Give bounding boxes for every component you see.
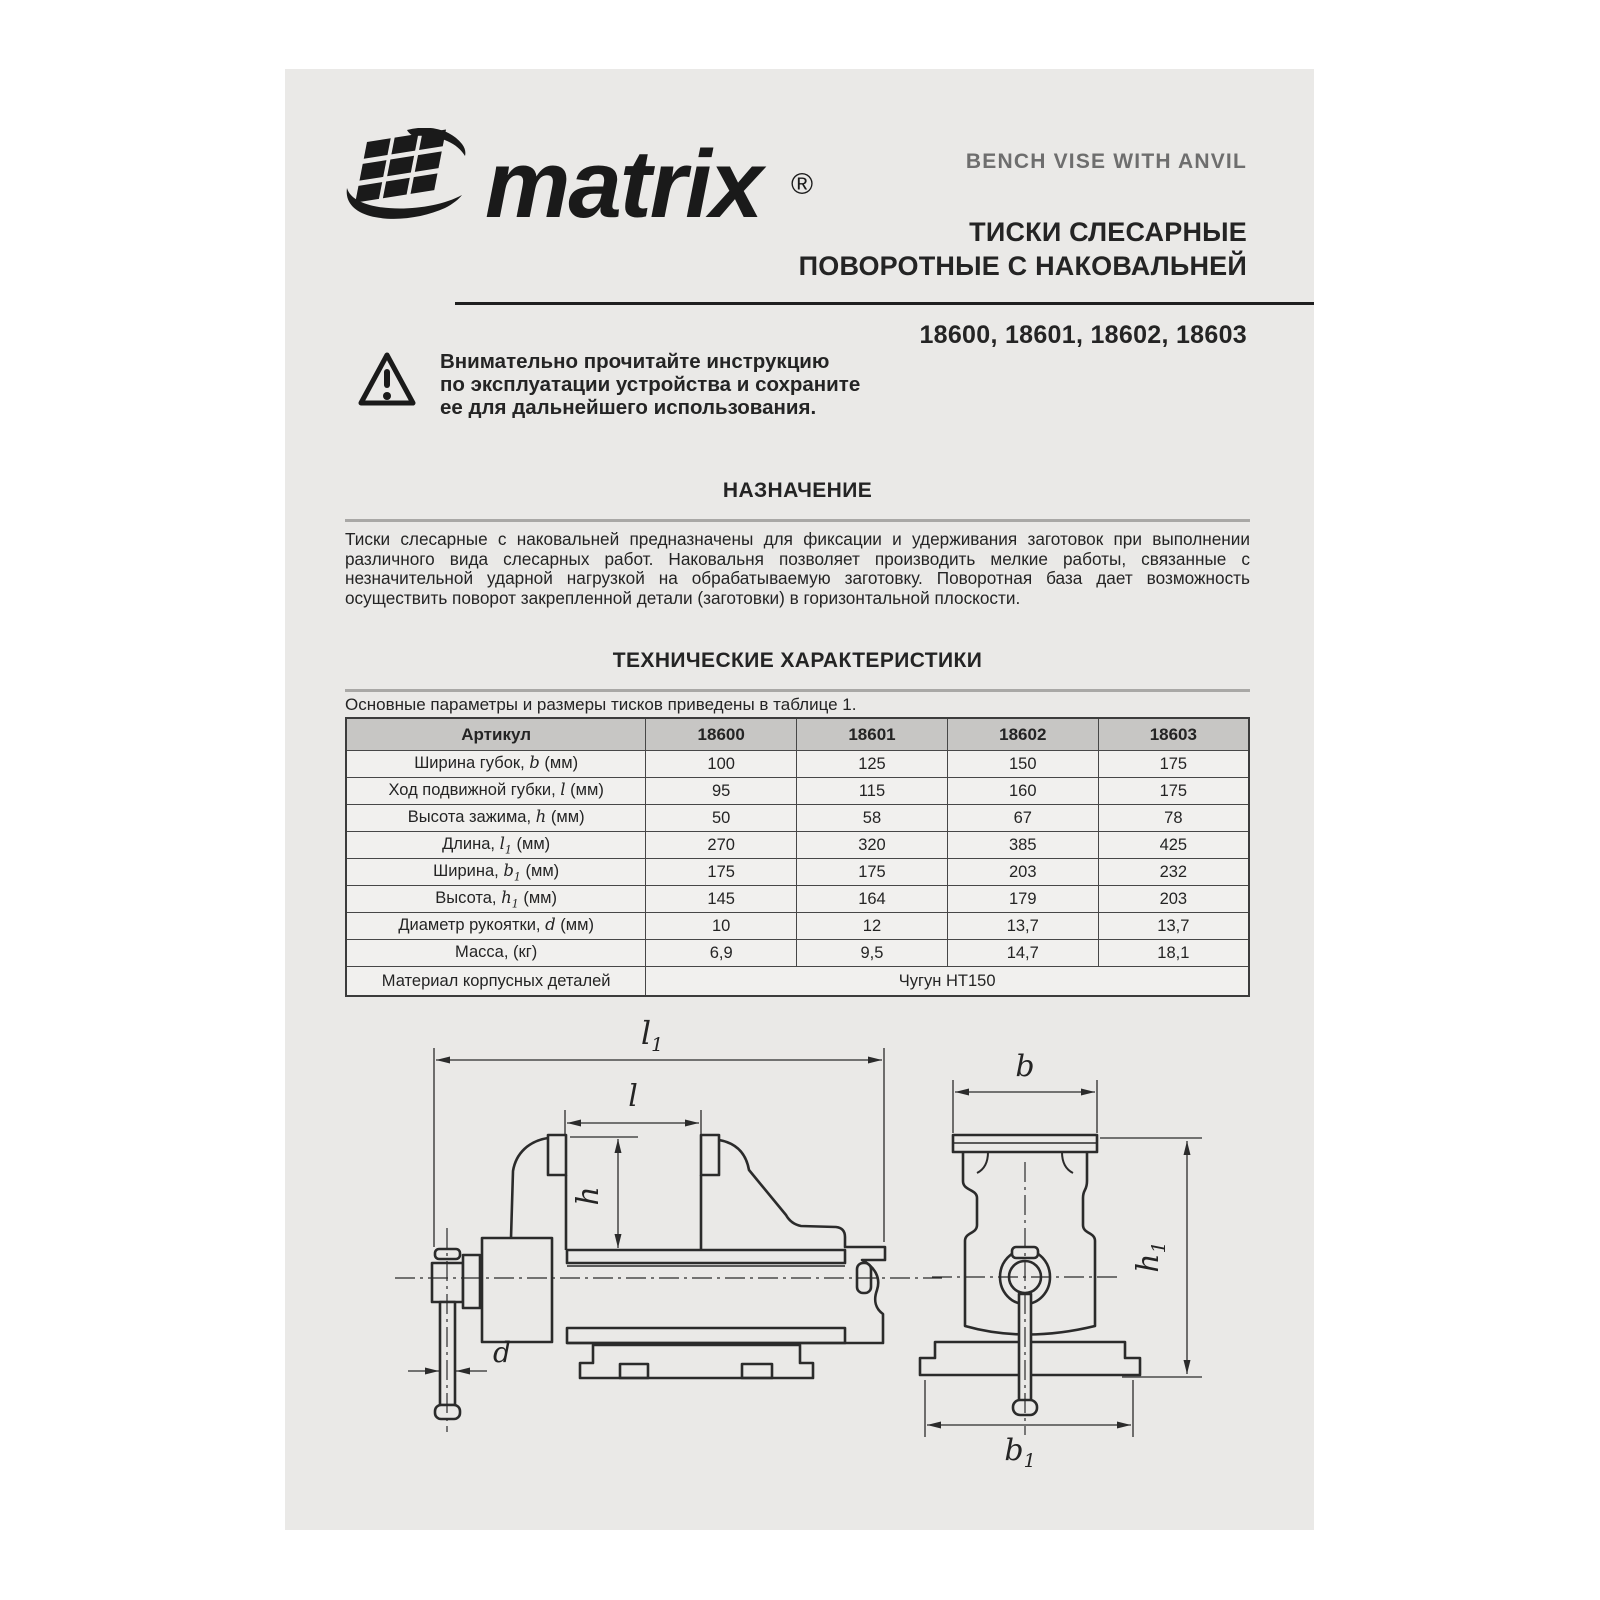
vise-side-body — [432, 1135, 885, 1419]
product-title-line1: ТИСКИ СЛЕСАРНЫЕ — [969, 217, 1247, 247]
param-value: 6,9 — [646, 940, 797, 967]
param-value: 175 — [646, 859, 797, 886]
product-title-line2: ПОВОРОТНЫЕ С НАКОВАЛЬНЕЙ — [798, 251, 1247, 281]
warning-line: ее для дальнейшего использования. — [440, 396, 817, 419]
param-label: Высота, $h_1$ (мм) — [346, 886, 646, 913]
table-row — [346, 859, 1249, 886]
manual-page — [285, 69, 1314, 1530]
logo-tile-grid-icon — [355, 129, 446, 202]
param-label: Ширина, $b_1$ (мм) — [346, 859, 646, 886]
param-label: Ширина губок, b (мм) — [346, 751, 646, 778]
param-value: 115 — [797, 778, 948, 805]
purpose-paragraph: Тиски слесарные с наковальней предназначены для фиксации и удерживания заготовок при выполнении различного вида слесарных работ. Наковальня позволяет производить мелкие работы, связанные с незначительной ударной нагрузкой на обрабатываемую заготовку. Поворотная база дает возможность осуществить поворот закрепленной детали (заготовки) в горизонтальной плоскости. — [345, 529, 1250, 608]
param-value: 50 — [646, 805, 797, 832]
param-value: 179 — [947, 886, 1098, 913]
param-label: Диаметр рукоятки, d (мм) — [346, 913, 646, 940]
param-value: 67 — [947, 805, 1098, 832]
header-divider — [455, 302, 1314, 305]
table-row — [346, 940, 1249, 967]
param-label: Высота зажима, h (мм) — [346, 805, 646, 832]
specs-heading: ТЕХНИЧЕСКИЕ ХАРАКТЕРИСТИКИ — [612, 649, 983, 672]
warning-line: Внимательно прочитайте инструкцию — [440, 350, 830, 373]
param-value: 270 — [646, 832, 797, 859]
purpose-divider — [345, 519, 1250, 522]
param-value: 13,7 — [1098, 913, 1249, 940]
subtitle-en: BENCH VISE WITH ANVIL — [965, 150, 1247, 173]
registered-mark: ® — [791, 168, 814, 201]
material-value: Чугун НТ150 — [646, 967, 1249, 997]
param-value: 18,1 — [1098, 940, 1249, 967]
param-value: 12 — [797, 913, 948, 940]
param-label: Ход подвижной губки, l (мм) — [346, 778, 646, 805]
specs-table-wrap — [345, 717, 1250, 997]
table-row — [346, 913, 1249, 940]
col-header: 18602 — [947, 718, 1098, 751]
article-numbers: 18600, 18601, 18602, 18603 — [919, 321, 1247, 349]
warning-text — [440, 350, 860, 419]
param-value: 58 — [797, 805, 948, 832]
param-value: 175 — [797, 859, 948, 886]
param-value: 160 — [947, 778, 1098, 805]
specs-table — [345, 717, 1250, 997]
param-value: 164 — [797, 886, 948, 913]
specs-divider — [345, 689, 1250, 692]
dim-label-b: b — [1015, 1050, 1035, 1084]
dimension-labels — [493, 1014, 663, 1369]
drawing-side-view — [330, 1000, 990, 1480]
col-header: 18603 — [1098, 718, 1249, 751]
col-header: 18600 — [646, 718, 797, 751]
col-header: Артикул — [346, 718, 646, 751]
param-value: 232 — [1098, 859, 1249, 886]
param-value: 145 — [646, 886, 797, 913]
material-label: Материал корпусных деталей — [346, 967, 646, 997]
table-row — [346, 805, 1249, 832]
param-value: 175 — [1098, 751, 1249, 778]
drawing-front-view — [900, 1050, 1220, 1470]
param-value: 125 — [797, 751, 948, 778]
param-value: 150 — [947, 751, 1098, 778]
centerlines — [932, 1162, 1118, 1435]
param-value: 320 — [797, 832, 948, 859]
param-value: 14,7 — [947, 940, 1098, 967]
matrix-logo-icon — [347, 128, 466, 219]
param-value: 100 — [646, 751, 797, 778]
param-value: 9,5 — [797, 940, 948, 967]
param-label: Длина, $l_1$ (мм) — [346, 832, 646, 859]
param-value: 425 — [1098, 832, 1249, 859]
dimension-lines — [408, 1048, 884, 1371]
table-row — [346, 886, 1249, 913]
table-header-row — [346, 718, 1249, 751]
dim-label-h: h — [571, 1186, 606, 1206]
param-value: 175 — [1098, 778, 1249, 805]
specs-intro: Основные параметры и размеры тисков приведены в таблице 1. — [345, 695, 857, 714]
warning-triangle-icon — [358, 348, 416, 410]
brand-wordmark: matrix — [485, 131, 762, 238]
param-value: 13,7 — [947, 913, 1098, 940]
product-title — [799, 215, 1247, 283]
col-header: 18601 — [797, 718, 948, 751]
table-row — [346, 751, 1249, 778]
table-row — [346, 778, 1249, 805]
param-value: 10 — [646, 913, 797, 940]
dim-label-l: l — [628, 1079, 638, 1114]
param-value: 78 — [1098, 805, 1249, 832]
warning-line: по эксплуатации устройства и сохраните — [440, 373, 861, 396]
dim-label-h1: $h_1$ — [1131, 1241, 1170, 1273]
dim-label-l1: $l_1$ — [640, 1014, 664, 1056]
table-row — [346, 832, 1249, 859]
param-label: Масса, (кг) — [346, 940, 646, 967]
param-value: 203 — [1098, 886, 1249, 913]
param-value: 95 — [646, 778, 797, 805]
vise-front-body — [920, 1135, 1140, 1415]
param-value: 385 — [947, 832, 1098, 859]
purpose-heading: НАЗНАЧЕНИЕ — [722, 479, 873, 502]
table-row-material — [346, 967, 1249, 997]
vise-handle-side — [432, 1249, 480, 1419]
dim-label-b1: $b_1$ — [1004, 1433, 1036, 1470]
matrix-logo — [345, 128, 845, 238]
dim-label-d: d — [493, 1336, 511, 1369]
param-value: 203 — [947, 859, 1098, 886]
